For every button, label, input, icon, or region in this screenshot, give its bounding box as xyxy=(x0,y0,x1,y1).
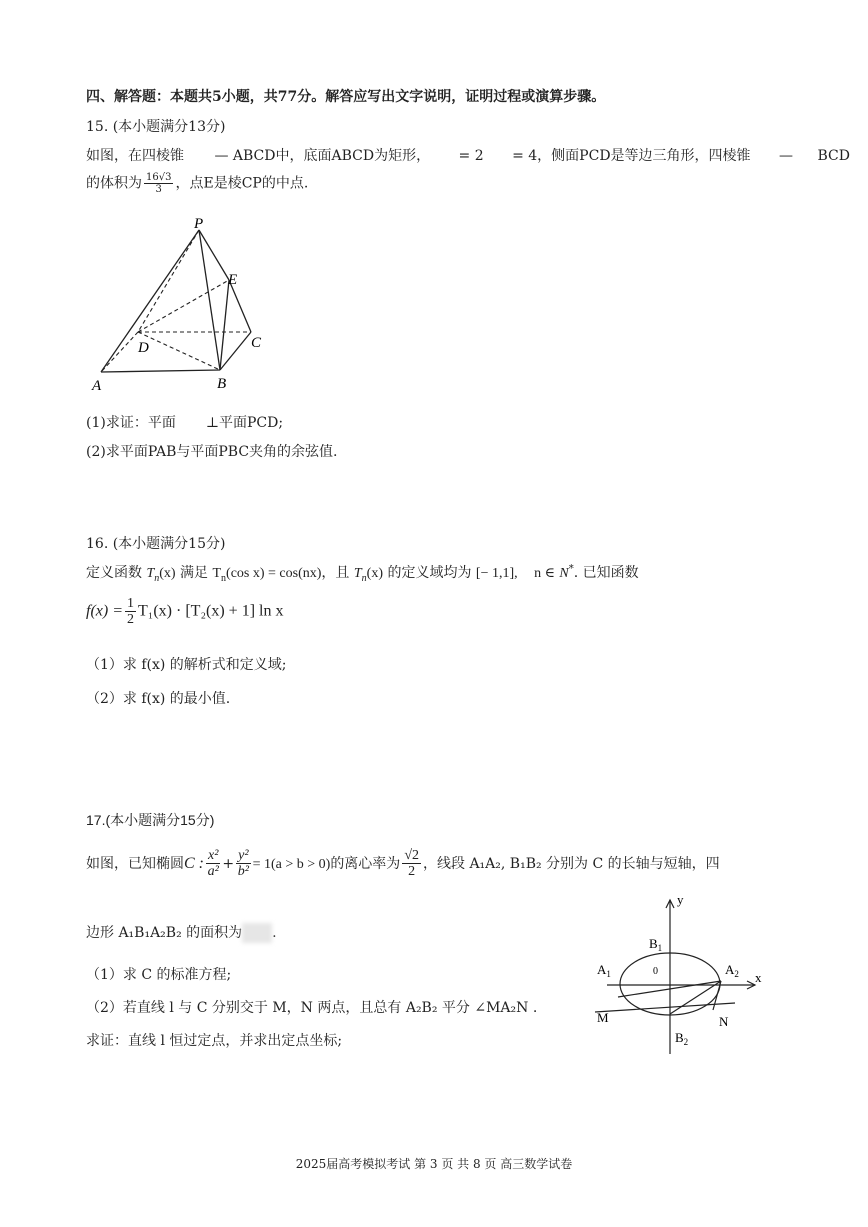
q16-part1: （1）求 f(x) 的解析式和定义域; xyxy=(86,657,287,673)
q15-line2 xyxy=(86,172,308,195)
label-P: P xyxy=(194,216,204,232)
fig-label-N: N xyxy=(719,1014,729,1029)
half-num: 1 xyxy=(127,596,134,611)
q16-Tn-2: $T_n$ xyxy=(353,566,367,584)
volume-denominator: 3 xyxy=(155,184,162,195)
pyramid-figure xyxy=(86,210,286,400)
q16-def-b: 满足 xyxy=(180,565,209,581)
q17-number: 17.(本小题满分15分) xyxy=(86,812,215,828)
label-C: C xyxy=(251,335,262,351)
q16-star: * xyxy=(568,563,574,575)
x2: x² xyxy=(208,848,219,863)
blurred-area-value xyxy=(242,923,272,943)
q15-part1-b: ⊥平面PCD; xyxy=(205,415,284,431)
label-D: D xyxy=(138,340,149,356)
q16-x-2: (x) xyxy=(366,566,383,581)
fig-label-M: M xyxy=(597,1010,609,1025)
q17-line1-a: 如图，已知椭圆 xyxy=(86,855,184,872)
q16-def-e: . 已知函数 xyxy=(573,565,639,581)
n-sub: n xyxy=(154,572,160,584)
q17-line2-a: 边形 A₁B₁A₂B₂ 的面积为 xyxy=(86,925,243,941)
x-arg: (x) xyxy=(159,566,176,581)
q17-line2 xyxy=(86,922,277,943)
q16-n-in: n ∈ xyxy=(534,566,555,581)
label-B: B xyxy=(217,376,227,392)
label-E: E xyxy=(228,272,238,288)
q17-part1: （1）求 C 的标准方程; xyxy=(86,967,232,983)
eq-rest: (cos x) = cos(nx) xyxy=(226,566,322,581)
b2: b² xyxy=(237,864,249,880)
f-lhs: f(x) = xyxy=(86,602,123,620)
q15-number: 15. (本小题满分13分) xyxy=(86,119,226,135)
label-A: A xyxy=(92,378,102,394)
q15-line2-b: ，点E是棱CP的中点. xyxy=(175,175,309,192)
q15-line1-f: BCD xyxy=(817,148,850,164)
half-den: 2 xyxy=(127,612,134,628)
q16-part2: （2）求 f(x) 的最小值. xyxy=(86,691,231,707)
section-heading: 四、解答题：本题共5小题，共77分。解答应写出文字说明，证明过程或演算步骤。 xyxy=(86,89,606,105)
fig-label-A1: $A_1$ xyxy=(597,962,611,979)
fig-label-y: y xyxy=(677,892,684,907)
q17-line1-c: ，线段 A₁A₂, B₁B₂ 分别为 C 的长轴与短轴，四 xyxy=(423,855,720,872)
q16-function xyxy=(86,596,283,628)
q15-part1 xyxy=(86,412,283,432)
q17-line2-b: . xyxy=(272,925,277,941)
q16-number: 16. (本小题满分15分) xyxy=(86,536,226,552)
ecc-num: √2 xyxy=(404,848,419,863)
volume-numerator: 16√3 xyxy=(146,172,172,183)
q15-line1-e: — xyxy=(779,148,793,164)
page-footer: 2025届高考模拟考试 第 3 页 共 8 页 高三数学试卷 xyxy=(295,1157,573,1171)
ellipse-figure xyxy=(585,890,775,1060)
q15-part1-a: (1)求证：平面 xyxy=(86,415,176,431)
q15-part2: (2)求平面PAB与平面PBC夹角的余弦值. xyxy=(86,444,338,460)
ellipse-eq-rest: = 1(a > b > 0) xyxy=(252,856,331,872)
eccentricity xyxy=(402,848,421,880)
T-symbol: T xyxy=(146,566,155,581)
q15-line2-a: 的体积为 xyxy=(86,175,142,192)
q16-N: N xyxy=(559,566,569,581)
q15-line1-b: — ABCD中，底面ABCD为矩形， xyxy=(214,148,431,164)
fig-label-B1: $B_1$ xyxy=(649,936,663,953)
volume-fraction xyxy=(144,172,173,195)
fig-label-B2: $B_2$ xyxy=(675,1030,689,1047)
x2-over-a2 xyxy=(206,848,220,880)
q16-def-eq: $T_n(\cos$ x) = cos(nx) xyxy=(212,566,322,584)
fig-label-x: x xyxy=(755,970,762,985)
q15-line1-a: 如图，在四棱锥 xyxy=(86,148,184,164)
q16-definition xyxy=(86,562,639,584)
q16-def-d: 的定义域均为 xyxy=(387,565,472,581)
half-fraction xyxy=(125,596,136,628)
q15-line1-c: = 2 xyxy=(458,148,484,164)
ecc-den: 2 xyxy=(408,864,416,880)
q17-prove: 求证：直线 l 恒过定点，并求出定点坐标; xyxy=(86,1033,343,1049)
T-symbol-eq: T xyxy=(212,566,222,581)
q17-part2: （2）若直线 l 与 C 分别交于 M，N 两点，且总有 A₂B₂ 平分 ∠MA₂N . xyxy=(86,1000,538,1016)
a2: a² xyxy=(207,864,219,880)
q16-def-c: ，且 xyxy=(321,565,350,581)
ellipse-C: C : xyxy=(184,854,204,872)
y2: y² xyxy=(238,848,249,863)
q16-def-a: 定义函数 xyxy=(86,565,142,581)
q15-line1 xyxy=(86,145,850,165)
fig-label-A2: $A_2$ xyxy=(725,962,739,979)
q17-line1-b: 的离心率为 xyxy=(330,855,401,872)
fig-label-O: 0 xyxy=(653,966,658,977)
f-rhs: T₁(x) · [T₂(x) + 1] ln x xyxy=(138,602,284,620)
q17-line1: 如图，已知椭圆C : $\frac{\text{x²}}{\text{a²}}$ + $\frac{\text{y²}}{\text{b²}}$ = 1(a > b > 0)的离心率为 $\frac{√2}{2}$ ，线段 A₁A₂, B₁B₂ 分别为 C 的长轴与短轴，四 xyxy=(86,848,720,880)
q16-domain: [− 1,1], xyxy=(475,566,518,581)
y2-over-b2 xyxy=(236,848,250,880)
q15-line1-d: = 4，侧面PCD是等边三角形，四棱锥 xyxy=(512,148,751,164)
q16-Tn xyxy=(146,566,160,584)
